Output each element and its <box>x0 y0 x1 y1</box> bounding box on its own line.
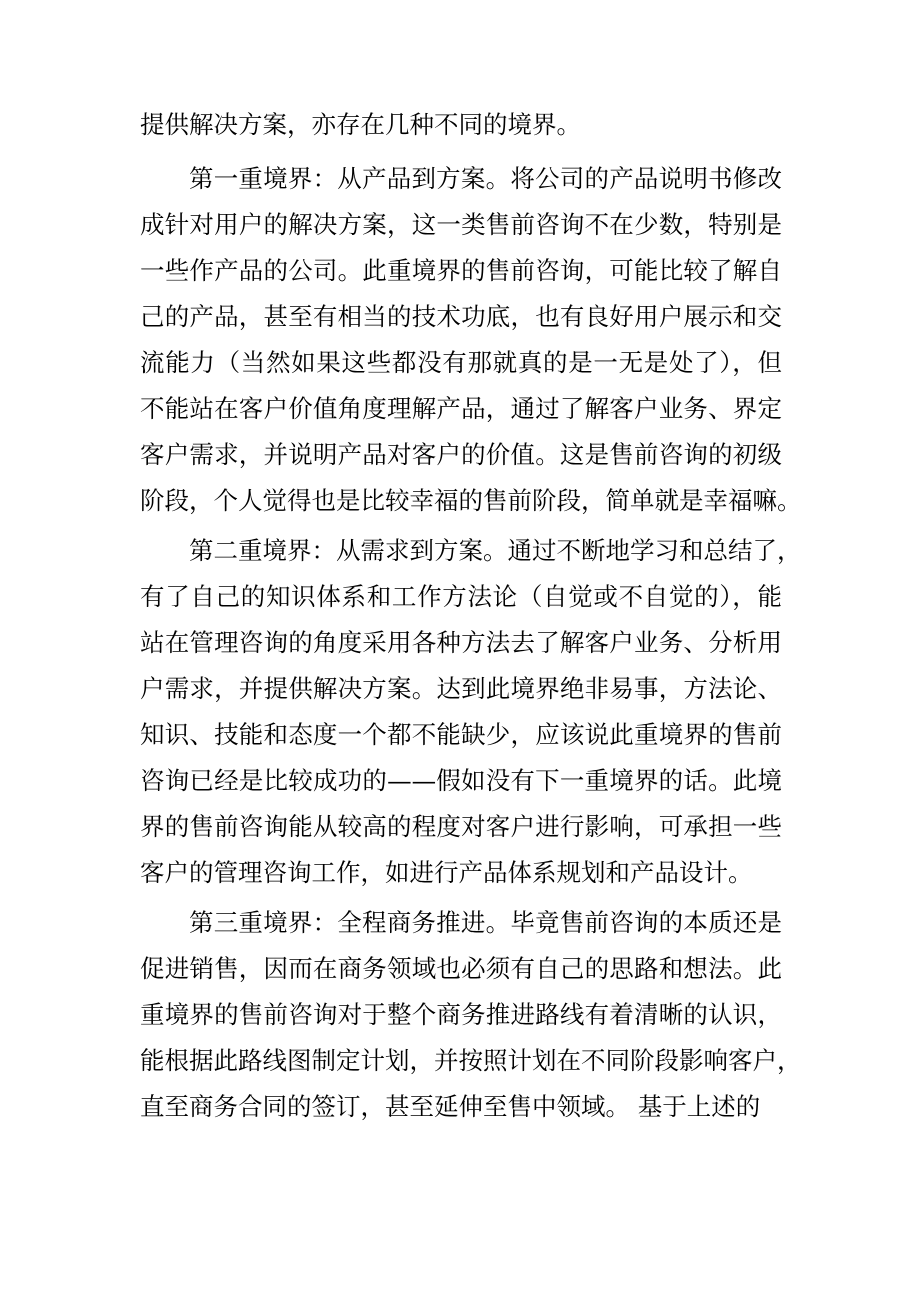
text-line: 客户的管理咨询工作，如进行产品体系规划和产品设计。 <box>140 858 753 887</box>
text-line: 不能站在客户价值角度理解产品，通过了解客户业务、界定 <box>140 394 782 423</box>
text-line: 有了自己的知识体系和工作方法论（自觉或不自觉的），能 <box>140 582 782 611</box>
text-line: 成针对用户的解决方案，这一类售前咨询不在少数，特别是 <box>140 210 782 239</box>
text-line: 提供解决方案，亦存在几种不同的境界。 <box>140 110 581 139</box>
paragraph-first-line: 第一重境界：从产品到方案。将公司的产品说明书修改 <box>189 164 782 193</box>
paragraph-first-line: 第三重境界：全程商务推进。毕竟售前咨询的本质还是 <box>189 908 782 937</box>
text-line: 阶段，个人觉得也是比较幸福的售前阶段，简单就是幸福嘛。 <box>140 486 802 515</box>
text-line: 直至商务合同的签订，甚至延伸至售中领域。 基于上述的 <box>140 1092 761 1121</box>
text-line: 户需求，并提供解决方案。达到此境界绝非易事，方法论、 <box>140 674 782 703</box>
text-line: 己的产品，甚至有相当的技术功底，也有良好用户展示和交 <box>140 302 782 331</box>
text-line: 重境界的售前咨询对于整个商务推进路线有着清晰的认识， <box>140 1000 782 1029</box>
paragraph-first-line: 第二重境界：从需求到方案。通过不断地学习和总结了， <box>189 536 802 565</box>
text-line: 客户需求，并说明产品对客户的价值。这是售前咨询的初级 <box>140 440 782 469</box>
text-line: 流能力（当然如果这些都没有那就真的是一无是处了），但 <box>140 348 782 377</box>
text-line: 咨询已经是比较成功的——假如没有下一重境界的话。此境 <box>140 766 782 795</box>
text-line: 界的售前咨询能从较高的程度对客户进行影响，可承担一些 <box>140 812 782 841</box>
text-line: 促进销售，因而在商务领域也必须有自己的思路和想法。此 <box>140 954 782 983</box>
text-line: 能根据此路线图制定计划，并按照计划在不同阶段影响客户， <box>140 1046 802 1075</box>
text-line: 知识、技能和态度一个都不能缺少，应该说此重境界的售前 <box>140 720 782 749</box>
text-line: 一些作产品的公司。此重境界的售前咨询，可能比较了解自 <box>140 256 782 285</box>
text-line: 站在管理咨询的角度采用各种方法去了解客户业务、分析用 <box>140 628 782 657</box>
